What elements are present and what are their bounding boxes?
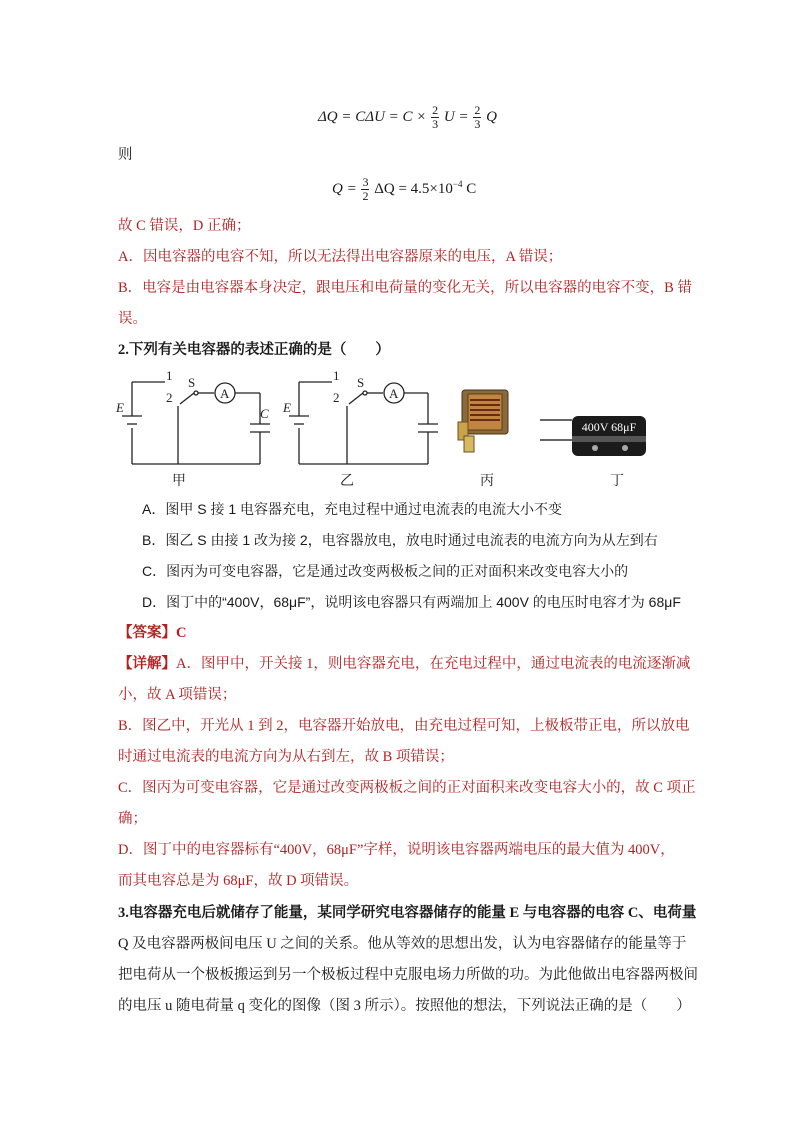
then-label: 则 <box>118 147 133 163</box>
formula1-lhs: ΔQ = CΔU = C × <box>318 108 427 125</box>
electrolytic-capacitor-illustration <box>540 416 646 456</box>
answer-value: C <box>176 625 187 641</box>
question-3-line2: Q 及电容器两极间电压 U 之间的关系。他从等效的思想出发，认为电容器储存的能量等于 <box>118 936 687 952</box>
formula2-rhs: ΔQ = 4.5×10 <box>374 180 453 197</box>
explanation-a: A．因电容器的电容不知，所以无法得出电容器原来的电压，A 错误； <box>118 249 563 265</box>
detail-d-line1: D．图丁中的电容器标有“400V，68μF”字样，说明该电容器两端电压的最大值为 400V， <box>118 842 675 858</box>
question-2: 2.下列有关电容器的表述正确的是（ ） <box>118 342 390 358</box>
answer-label: 【答案】 <box>118 625 176 641</box>
formula-q <box>332 176 476 203</box>
capacitor-rating: 400V 68μF <box>581 420 637 434</box>
detail-label: 【详解】 <box>118 656 176 672</box>
explanation-b-line1: B．电容是由电容器本身决定，跟电压和电荷量的变化无关，所以电容器的电容不变，B 错 <box>118 280 692 296</box>
numerator: 3 <box>362 175 369 189</box>
option-c: C．图丙为可变电容器，它是通过改变两极板之间的正对面积来改变电容大小的 <box>142 563 629 579</box>
option-a: A．图甲 S 接 1 电容器充电，充电过程中通过电流表的电流大小不变 <box>142 501 563 517</box>
ammeter-label: A <box>220 386 230 401</box>
caption-bing: 丙 <box>480 474 494 489</box>
question-3-line4: 的电压 u 随电荷量 q 变化的图像（图 3 所示）。按照他的想法，下列说法正确的是（ ） <box>118 998 691 1014</box>
contact-2-label: 2 <box>333 390 340 405</box>
ammeter-label: A <box>389 386 399 401</box>
denominator: 3 <box>474 117 481 131</box>
emf-label: E <box>116 400 124 415</box>
contact-2-label: 2 <box>166 390 173 405</box>
contact-1-label: 1 <box>333 368 340 383</box>
detail-a-text: A．图甲中，开关接 1，则电容器充电，在充电过程中，通过电流表的电流逐渐减 <box>176 656 691 672</box>
variable-capacitor-illustration <box>458 390 508 452</box>
switch-label: S <box>188 375 196 390</box>
detail-d-line2: 而其电容总是为 68μF，故 D 项错误。 <box>118 873 359 889</box>
capacitor-label: C <box>260 406 269 421</box>
formula2-lhs: Q = <box>332 180 357 197</box>
fraction <box>361 176 369 203</box>
contact-1-label: 1 <box>166 368 173 383</box>
numerator: 2 <box>474 103 481 117</box>
fraction <box>473 104 481 131</box>
caption-jia: 甲 <box>172 474 186 489</box>
caption-yi: 乙 <box>340 474 354 489</box>
question-3-line1 <box>118 903 696 923</box>
detail-b-line2: 时通过电流表的电流方向为从右到左，故 B 项错误； <box>118 749 454 765</box>
detail-b-line1: B．图乙中，开光从 1 到 2，电容器开始放电，由充电过程可知，上极板带正电，所以放电 <box>118 718 690 734</box>
question-3-line3: 把电荷从一个极板搬运到另一个极板过程中克服电场力所做的功。为此他做出电容器两极间 <box>118 967 698 983</box>
answer-line <box>118 623 186 643</box>
denominator: 3 <box>432 117 439 131</box>
formula1-end: Q <box>486 108 497 125</box>
detail-c-line2: 确； <box>118 811 147 827</box>
capacitor-figure <box>110 364 670 492</box>
detail-a-line1 <box>118 654 690 674</box>
conclusion-cd: 故 C 错误，D 正确； <box>118 218 251 234</box>
numerator: 2 <box>432 103 439 117</box>
unit: C <box>466 180 477 197</box>
switch-label: S <box>357 375 365 390</box>
caption-ding: 丁 <box>610 474 624 489</box>
exponent: −4 <box>452 178 463 189</box>
detail-a-line2: 小，故 A 项错误； <box>118 687 237 703</box>
explanation-b-line2: 误。 <box>118 311 147 327</box>
fraction <box>431 104 439 131</box>
formula1-mid: U = <box>443 108 469 125</box>
denominator: 2 <box>362 189 369 203</box>
question-3-text: 3.电容器充电后就储存了能量，某同学研究电容器储存的能量 E 与电容器的电容 C、电荷量 <box>118 905 697 921</box>
option-d: D．图丁中的“400V，68μF”，说明该电容器只有两端加上 400V 的电压时电容才为 68μF <box>142 594 681 610</box>
formula-delta-q <box>318 104 497 131</box>
detail-c-line1: C．图丙为可变电容器，它是通过改变两极板之间的正对面积来改变电容大小的，故 C 项正 <box>118 780 696 796</box>
option-b: B．图乙 S 由接 1 改为接 2，电容器放电，放电时通过电流表的电流方向为从左到右 <box>142 532 658 548</box>
emf-label: E <box>283 400 291 415</box>
